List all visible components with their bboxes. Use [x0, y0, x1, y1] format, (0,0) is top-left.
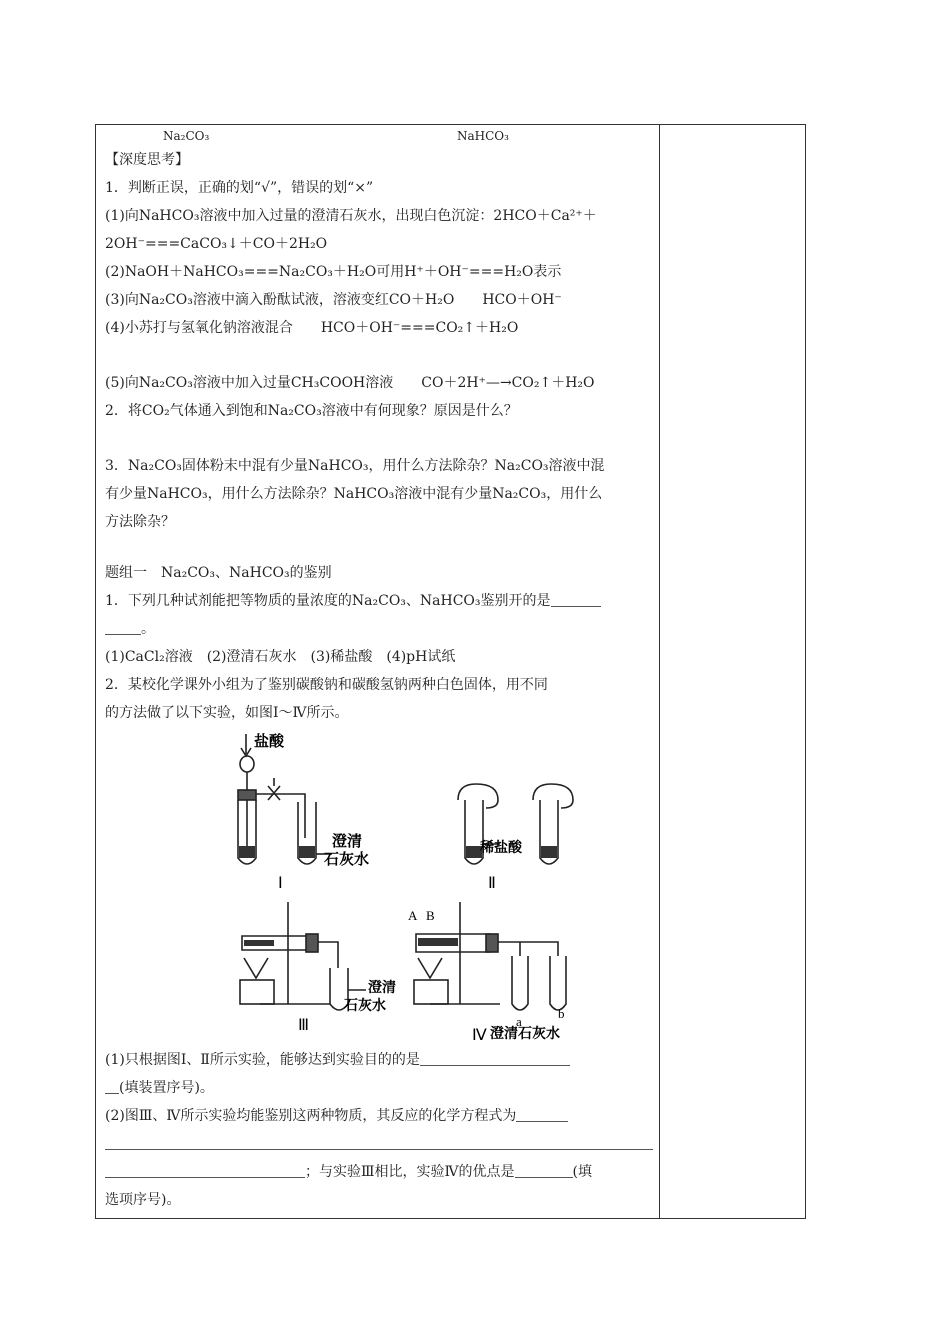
section-title: 【深度思考】 — [105, 152, 189, 168]
fig-label-b-lower: b — [558, 1006, 565, 1021]
fig-limewater-2: 石灰水 — [324, 850, 370, 868]
group1-p1a: 1．下列几种试剂能把等物质的量浓度的Na₂CO₃、NaHCO₃鉴别开的是 — [105, 591, 601, 611]
think-q1-1b: 2OH⁻===CaCO₃↓＋CO＋2H₂O — [105, 236, 328, 252]
fig-label-i: Ⅰ — [278, 875, 283, 892]
answer-blank[interactable] — [420, 1051, 570, 1066]
fig-hcl: 盐酸 — [254, 732, 285, 750]
think-q2: 2．将CO₂气体通入到饱和Na₂CO₃溶液中有何现象？原因是什么？ — [105, 403, 518, 419]
fig-label-a-lower: a — [516, 1014, 522, 1029]
table-column-divider — [659, 124, 660, 1219]
fig-limewater-iii-1: 澄清 — [368, 980, 396, 996]
experiment-figure — [220, 728, 600, 1050]
group1-s2a: (2)图Ⅲ、Ⅳ所示实验均能鉴别这两种物质，其反应的化学方程式为 — [105, 1106, 568, 1126]
think-q1-4: (4)小苏打与氢氧化钠溶液混合 HCO＋OH⁻===CO₂↑＋H₂O — [105, 320, 519, 336]
answer-blank[interactable] — [105, 1135, 653, 1150]
think-q3a: 3．Na₂CO₃固体粉末中混有少量NaHCO₃，用什么方法除杂？Na₂CO₃溶液中混 — [105, 458, 605, 474]
group1-title: 题组一 Na₂CO₃、NaHCO₃的鉴别 — [105, 565, 332, 581]
think-q1-2: (2)NaOH＋NaHCO₃===Na₂CO₃＋H₂O可用H⁺＋OH⁻===H₂O表示 — [105, 264, 562, 280]
group1-p1b: 。 — [105, 619, 155, 639]
think-q3b: 有少量NaHCO₃，用什么方法除杂？NaHCO₃溶液中混有少量Na₂CO₃，用什么 — [105, 486, 603, 502]
fig-dilute-hcl: 稀盐酸 — [480, 840, 522, 856]
answer-blank[interactable] — [105, 1079, 119, 1094]
answer-blank[interactable] — [516, 1107, 568, 1122]
fig-label-iv: Ⅳ — [472, 1027, 487, 1044]
answer-blank[interactable] — [515, 1163, 573, 1178]
group1-s2b: ；与实验Ⅲ相比，实验Ⅳ的优点是 (填 — [105, 1162, 592, 1182]
fig-limewater-iv: 澄清石灰水 — [490, 1026, 560, 1042]
fig-limewater-iii-2: 石灰水 — [344, 998, 386, 1014]
header-nahco3: NaHCO₃ — [457, 129, 509, 143]
fig-label-ii: Ⅱ — [488, 875, 496, 892]
think-q1-1a: (1)向NaHCO₃溶液中加入过量的澄清石灰水，出现白色沉淀：2HCO＋Ca²⁺＋ — [105, 208, 597, 224]
group1-s1b: (填装置序号)。 — [105, 1078, 214, 1098]
answer-blank[interactable] — [105, 1163, 305, 1178]
fig-limewater-1: 澄清 — [332, 832, 363, 850]
fig-label-b-upper: B — [426, 908, 435, 923]
answer-blank[interactable] — [551, 592, 601, 607]
group1-options: (1)CaCl₂溶液 (2)澄清石灰水 (3)稀盐酸 (4)pH试纸 — [105, 649, 456, 665]
header-na2co3: Na₂CO₃ — [163, 129, 210, 143]
group1-s2d: 选项序号)。 — [105, 1192, 181, 1208]
fig-label-a-upper: A — [408, 908, 418, 923]
group1-p2b: 的方法做了以下实验，如图Ⅰ～Ⅳ所示。 — [105, 705, 349, 721]
answer-blank[interactable] — [105, 620, 141, 635]
think-q1-5: (5)向Na₂CO₃溶液中加入过量CH₃COOH溶液 CO＋2H⁺—→CO₂↑＋H₂O — [105, 375, 595, 391]
group1-s1a: (1)只根据图Ⅰ、Ⅱ所示实验，能够达到实验目的的是 — [105, 1050, 570, 1070]
think-q3c: 方法除杂？ — [105, 514, 175, 530]
think-q1-3: (3)向Na₂CO₃溶液中滴入酚酞试液，溶液变红CO＋H₂O HCO＋OH⁻ — [105, 292, 562, 308]
group1-s2-blank-line — [105, 1134, 653, 1154]
group1-p2a: 2．某校化学课外小组为了鉴别碳酸钠和碳酸氢钠两种白色固体，用不同 — [105, 677, 548, 693]
think-q1-intro: 1．判断正误，正确的划“√”，错误的划“×” — [105, 180, 374, 196]
fig-label-iii: Ⅲ — [298, 1017, 310, 1034]
